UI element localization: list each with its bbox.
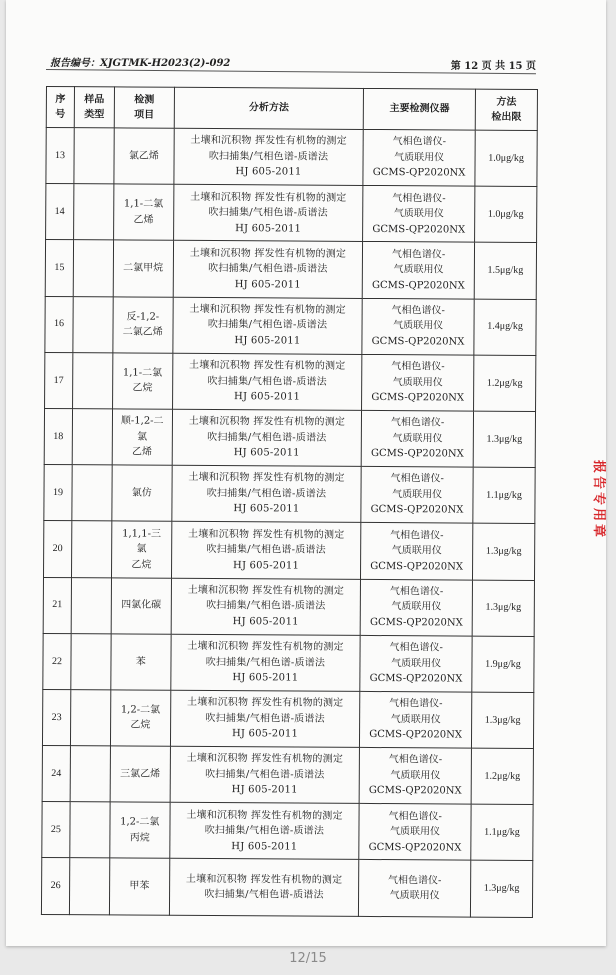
cell-sample-type	[70, 690, 110, 746]
table-row	[44, 465, 535, 524]
cell-limit: 1.1μg/kg	[471, 804, 533, 861]
table-row	[42, 802, 533, 861]
cell-instrument: 气相色谱仪- 气质联用仪 GCMS-QP2020NX	[360, 635, 472, 692]
cell-method: 土壤和沉积物 挥发性有机物的测定 吹扫捕集/气相色谱-质谱法 HJ 605-2011	[170, 803, 360, 860]
table-row	[45, 296, 536, 355]
page-indicator: 12/15	[289, 951, 327, 966]
table-row	[42, 746, 533, 805]
cell-method: 土壤和沉积物 挥发性有机物的测定 吹扫捕集/气相色谱-质谱法 HJ 605-2011	[174, 128, 364, 185]
cell-no: 19	[44, 465, 72, 521]
cell-instrument: 气相色谱仪- 气质联用仪 GCMS-QP2020NX	[360, 691, 472, 748]
cell-no: 21	[43, 577, 71, 633]
cell-instrument: 气相色谱仪- 气质联用仪 GCMS-QP2020NX	[360, 579, 472, 636]
cell-item: 1,2-二氯 乙烷	[110, 690, 170, 747]
cell-sample-type	[74, 128, 114, 184]
cell-limit: 1.3μg/kg	[471, 692, 533, 749]
cell-method: 土壤和沉积物 挥发性有机物的测定 吹扫捕集/气相色谱-质谱法 HJ 605-2011	[173, 184, 363, 241]
cell-sample-type	[73, 296, 113, 352]
cell-method: 土壤和沉积物 挥发性有机物的测定 吹扫捕集/气相色谱-质谱法 HJ 605-2011	[173, 241, 363, 298]
cell-item: 四氯化碳	[111, 577, 171, 634]
table-row	[45, 352, 536, 411]
cell-method: 土壤和沉积物 挥发性有机物的测定 吹扫捕集/气相色谱-质谱法 HJ 605-2011	[173, 297, 363, 354]
cell-item: 二氯甲烷	[113, 240, 173, 297]
table-row	[46, 128, 537, 187]
cell-item: 1,1-二氯 乙烷	[112, 353, 172, 410]
table-row	[43, 633, 534, 692]
cell-no: 18	[44, 408, 72, 464]
cell-method: 土壤和沉积物 挥发性有机物的测定 吹扫捕集/气相色谱-质谱法 HJ 605-2011	[171, 578, 361, 635]
cell-instrument: 气相色谱仪- 气质联用仪 GCMS-QP2020NX	[362, 354, 474, 411]
cell-instrument: 气相色谱仪- 气质联用仪 GCMS-QP2020NX	[363, 186, 475, 243]
cell-sample-type	[71, 577, 111, 633]
cell-limit: 1.3μg/kg	[473, 411, 535, 468]
cell-method: 土壤和沉积物 挥发性有机物的测定 吹扫捕集/气相色谱-质谱法 HJ 605-2011	[171, 522, 361, 579]
col-header-instrument: 主要检测仪器	[363, 88, 475, 130]
cell-method: 土壤和沉积物 挥发性有机物的测定 吹扫捕集/气相色谱-质谱法 HJ 605-2011	[171, 634, 361, 691]
cell-no: 26	[41, 858, 69, 914]
cell-no: 22	[43, 633, 71, 689]
cell-sample-type	[69, 858, 109, 914]
cell-no: 13	[46, 128, 74, 184]
cell-no: 25	[42, 802, 70, 858]
cell-sample-type	[71, 633, 111, 689]
cell-method: 土壤和沉积物 挥发性有机物的测定 吹扫捕集/气相色谱-质谱法 HJ 605-2011	[170, 746, 360, 803]
cell-sample-type	[72, 352, 112, 408]
cell-no: 17	[45, 352, 73, 408]
cell-method: 土壤和沉积物 挥发性有机物的测定 吹扫捕集/气相色谱-质谱法 HJ 605-2011	[172, 409, 362, 466]
cell-limit: 1.3μg/kg	[473, 523, 535, 580]
cell-limit: 1.5μg/kg	[474, 242, 536, 299]
col-header-no: 序 号	[46, 87, 74, 128]
col-header-limit: 方法 检出限	[475, 89, 537, 130]
table-row	[45, 240, 536, 299]
cell-limit: 1.4μg/kg	[474, 299, 536, 356]
cell-limit: 1.3μg/kg	[470, 861, 532, 918]
cell-no: 23	[42, 689, 70, 745]
page-info: 第 12 页 共 15 页	[450, 61, 536, 72]
test-method-table	[41, 86, 538, 918]
cell-sample-type	[73, 240, 113, 296]
cell-item: 1,1-二氯 乙烯	[113, 184, 173, 241]
cell-limit: 1.2μg/kg	[471, 748, 533, 805]
cell-limit: 1.2μg/kg	[474, 355, 536, 412]
document-page	[6, 0, 606, 946]
cell-sample-type	[72, 465, 112, 521]
cell-no: 16	[45, 296, 73, 352]
col-header-sample-type: 样品 类型	[74, 87, 114, 128]
cell-item: 顺-1,2-二 氯 乙烯	[112, 409, 172, 466]
cell-instrument: 气相色谱仪- 气质联用仪 GCMS-QP2020NX	[361, 523, 473, 580]
cell-instrument: 气相色谱仪- 气质联用仪	[359, 860, 471, 917]
cell-limit: 1.1μg/kg	[473, 467, 535, 524]
cell-sample-type	[72, 409, 112, 465]
cell-item: 氯仿	[112, 465, 172, 522]
cell-item: 1,1,1-三 氯 乙烷	[111, 521, 171, 578]
cell-instrument: 气相色谱仪- 气质联用仪 GCMS-QP2020NX	[363, 129, 475, 186]
table-row	[46, 184, 537, 243]
cell-method: 土壤和沉积物 挥发性有机物的测定 吹扫捕集/气相色谱-质谱法 HJ 605-2011	[170, 690, 360, 747]
cell-instrument: 气相色谱仪- 气质联用仪 GCMS-QP2020NX	[362, 298, 474, 355]
cell-sample-type	[73, 184, 113, 240]
cell-instrument: 气相色谱仪- 气质联用仪 GCMS-QP2020NX	[361, 467, 473, 524]
cell-limit: 1.0μg/kg	[475, 130, 537, 187]
cell-item: 氯乙烯	[114, 128, 174, 185]
cell-item: 三氯乙烯	[110, 746, 170, 803]
table-header-row	[46, 87, 537, 131]
cell-no: 14	[46, 184, 74, 240]
cell-item: 1,2-二氯 丙烷	[110, 802, 170, 859]
cell-method: 土壤和沉积物 挥发性有机物的测定 吹扫捕集/气相色谱-质谱法	[169, 859, 359, 916]
table-row	[44, 521, 535, 580]
cell-instrument: 气相色谱仪- 气质联用仪 GCMS-QP2020NX	[359, 804, 471, 861]
report-number: 报告编号：XJGTMK-H2023(2)-092	[50, 58, 231, 69]
cell-method: 土壤和沉积物 挥发性有机物的测定 吹扫捕集/气相色谱-质谱法 HJ 605-2011	[172, 353, 362, 410]
cell-item: 反-1,2- 二氯乙烯	[113, 296, 173, 353]
cell-no: 15	[45, 240, 73, 296]
seal-stamp: 报 告 专 用 章	[591, 460, 606, 538]
cell-limit: 1.9μg/kg	[472, 636, 534, 693]
cell-instrument: 气相色谱仪- 气质联用仪 GCMS-QP2020NX	[361, 410, 473, 467]
col-header-method: 分析方法	[174, 87, 364, 129]
cell-limit: 1.3μg/kg	[472, 580, 534, 637]
table-row	[44, 408, 535, 467]
cell-sample-type	[70, 802, 110, 858]
cell-sample-type	[70, 746, 110, 802]
table-row	[43, 577, 534, 636]
cell-limit: 1.0μg/kg	[475, 186, 537, 243]
cell-instrument: 气相色谱仪- 气质联用仪 GCMS-QP2020NX	[362, 242, 474, 299]
cell-no: 20	[44, 521, 72, 577]
cell-no: 24	[42, 746, 70, 802]
cell-instrument: 气相色谱仪- 气质联用仪 GCMS-QP2020NX	[359, 747, 471, 804]
table-body	[41, 128, 537, 918]
cell-sample-type	[71, 521, 111, 577]
cell-method: 土壤和沉积物 挥发性有机物的测定 吹扫捕集/气相色谱-质谱法 HJ 605-2011	[172, 465, 362, 522]
table-row	[42, 689, 533, 748]
table-row	[41, 858, 532, 917]
col-header-item: 检测 项目	[114, 87, 174, 128]
cell-item: 甲苯	[109, 858, 169, 915]
cell-item: 苯	[111, 634, 171, 691]
